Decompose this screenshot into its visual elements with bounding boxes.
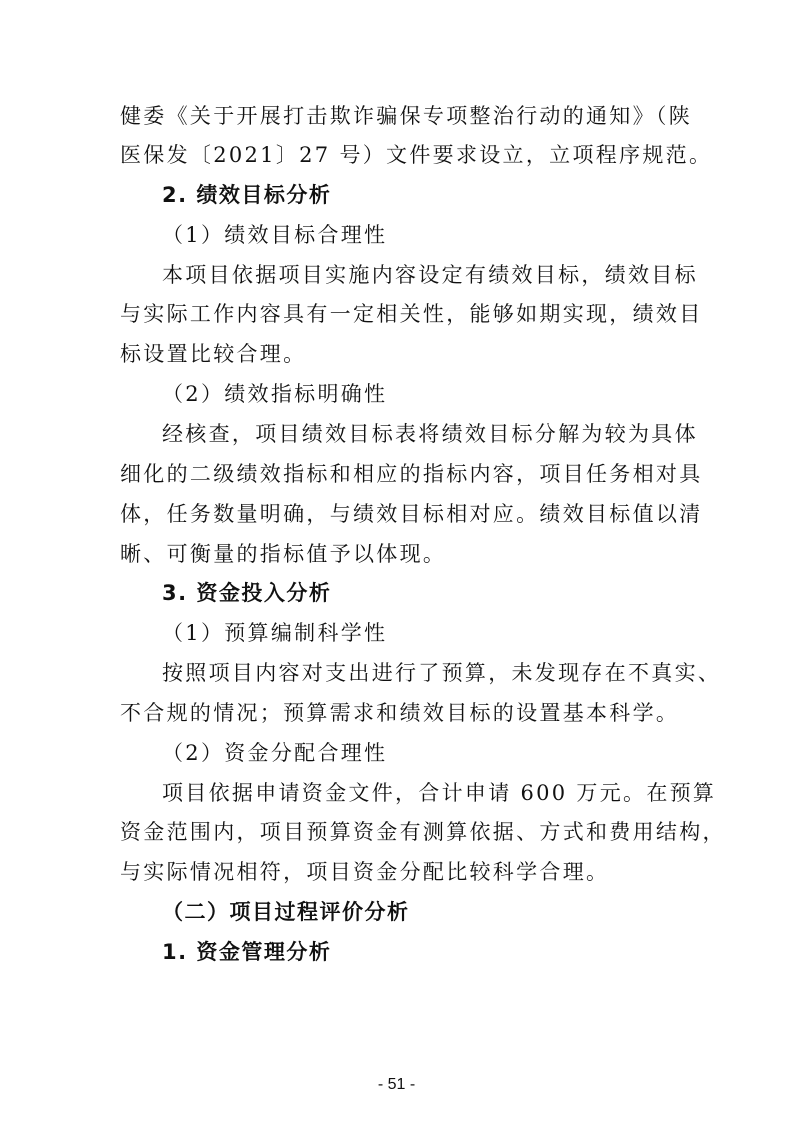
paragraph-line: 经核查，项目绩效目标表将绩效目标分解为较为具体 [162, 422, 698, 446]
section-heading: 2. 绩效目标分析 [162, 183, 332, 207]
paragraph-line: 健委《关于开展打击欺诈骗保专项整治行动的通知》（陕 [120, 104, 692, 128]
subsection-heading: （2）绩效指标明确性 [162, 382, 388, 406]
section-heading: 3. 资金投入分析 [162, 581, 332, 605]
page-number: - 51 - [377, 1076, 416, 1093]
section-heading: （二）项目过程评价分析 [162, 900, 410, 924]
paragraph-line: 标设置比较合理。 [120, 342, 307, 366]
paragraph-line: 不合规的情况；预算需求和绩效目标的设置基本科学。 [120, 701, 680, 725]
paragraph-line: 与实际工作内容具有一定相关性，能够如期实现，绩效目 [120, 302, 703, 326]
paragraph-line: 资金范围内，项目预算资金有测算依据、方式和费用结构， [120, 820, 726, 844]
paragraph-line: 体，任务数量明确，与绩效目标相对应。绩效目标值以清 [120, 502, 703, 526]
paragraph-line: 细化的二级绩效指标和相应的指标内容，项目任务相对具 [120, 462, 703, 486]
subsection-heading: （1）预算编制科学性 [162, 621, 388, 645]
paragraph-line: 与实际情况相符，项目资金分配比较科学合理。 [120, 860, 610, 884]
paragraph-line: 晰、可衡量的指标值予以体现。 [120, 542, 447, 566]
subsection-heading: （2）资金分配合理性 [162, 741, 388, 765]
subsection-heading: （1）绩效目标合理性 [162, 223, 388, 247]
paragraph-line: 按照项目内容对支出进行了预算，未发现存在不真实、 [162, 661, 722, 685]
section-heading: 1. 资金管理分析 [162, 940, 332, 964]
paragraph-line: 医保发〔2021〕27 号）文件要求设立，立项程序规范。 [120, 143, 713, 167]
paragraph-line: 本项目依据项目实施内容设定有绩效目标，绩效目标 [162, 263, 698, 287]
paragraph-line: 项目依据申请资金文件，合计申请 600 万元。在预算 [162, 781, 717, 805]
